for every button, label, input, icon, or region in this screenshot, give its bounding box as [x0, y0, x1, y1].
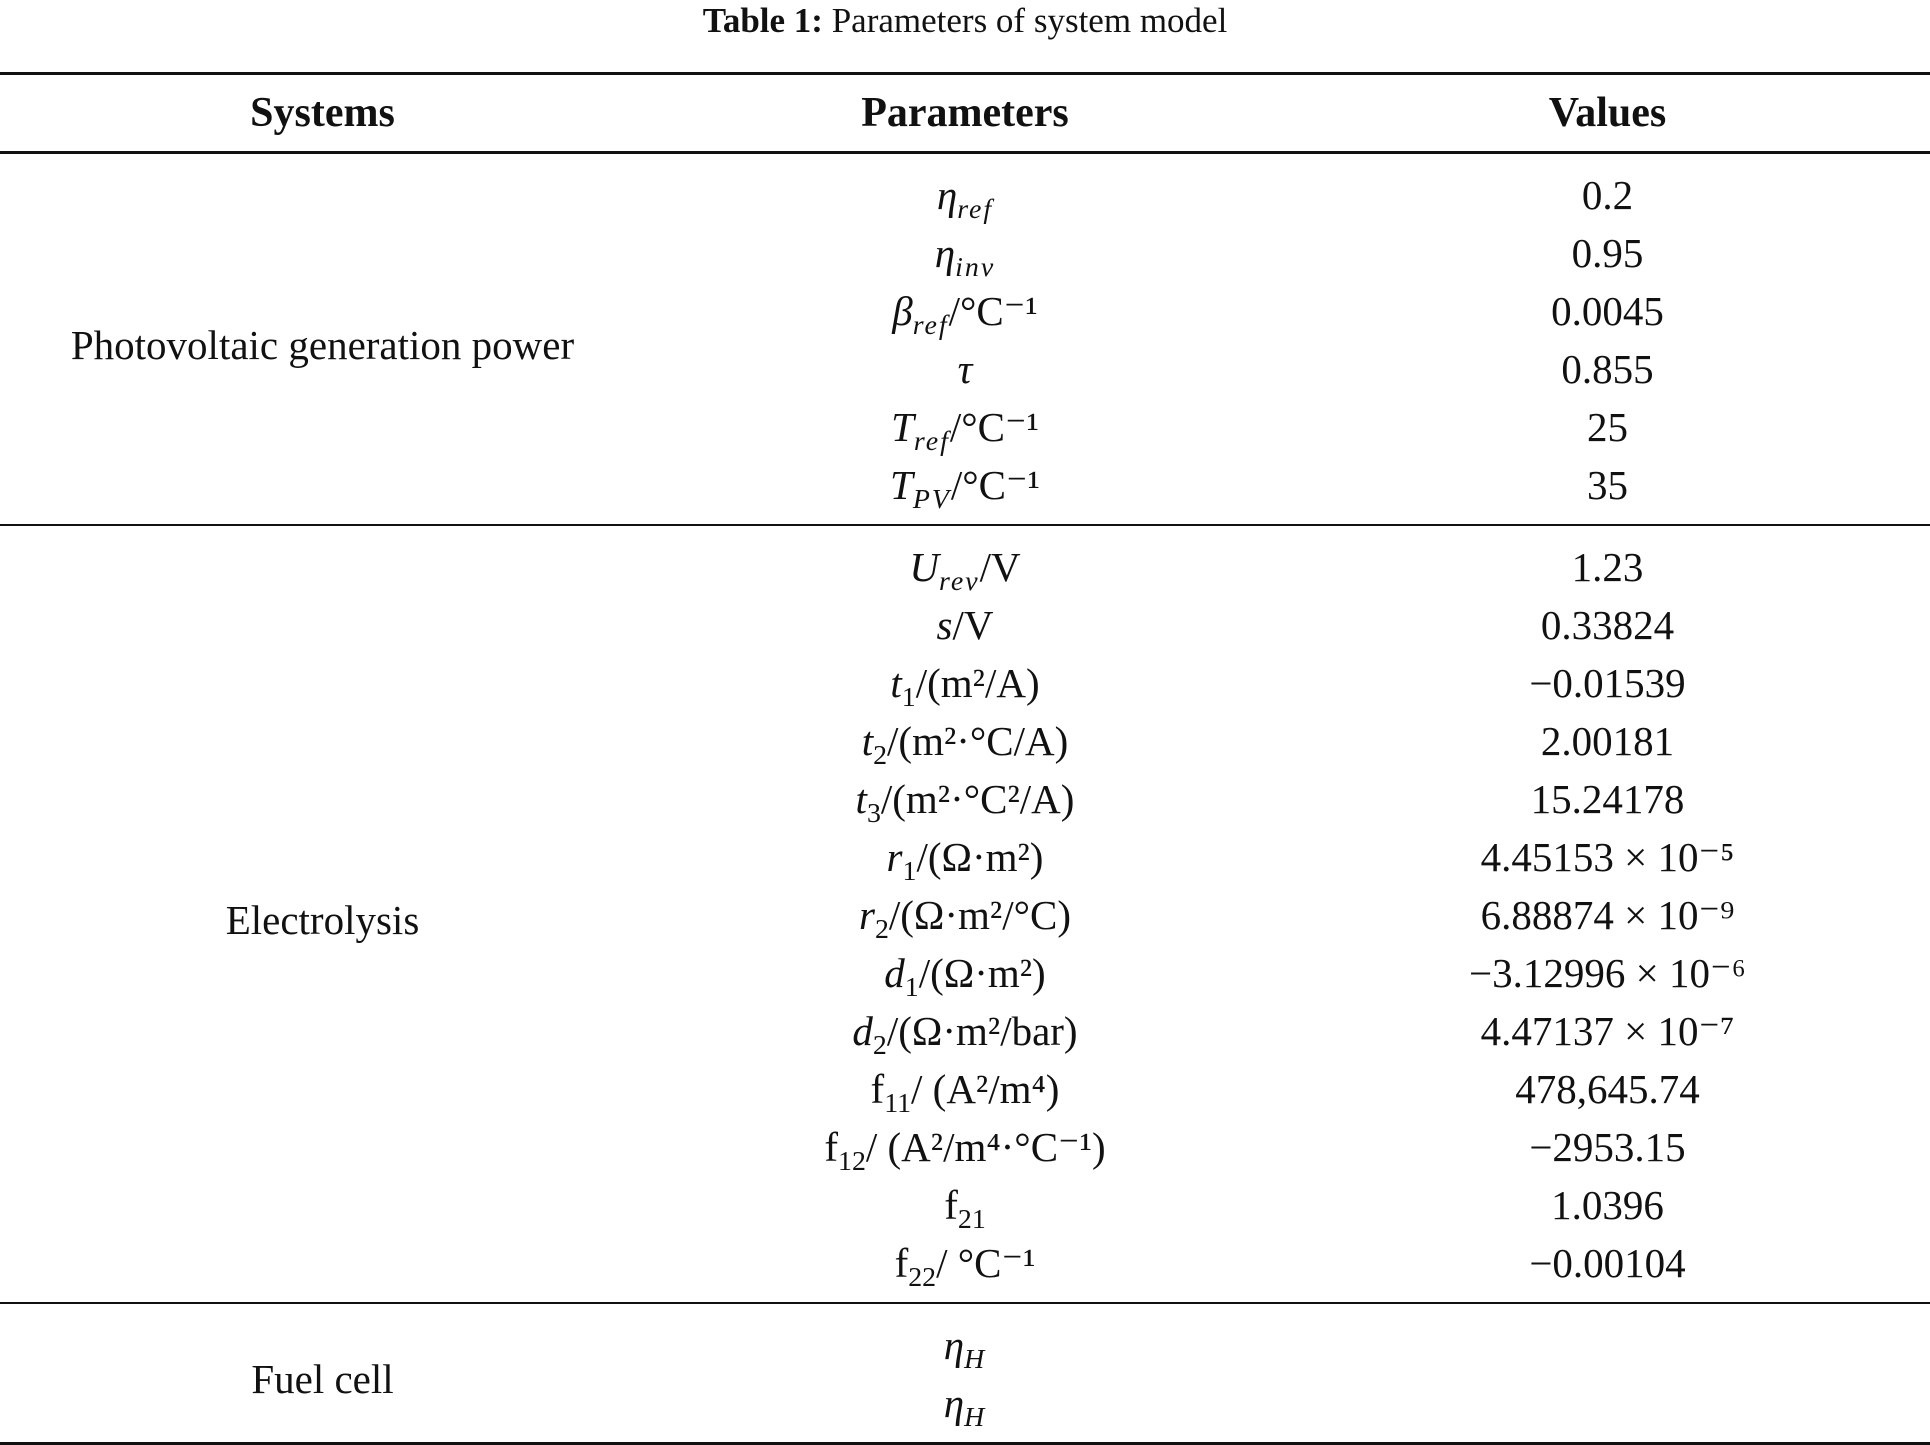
group-0 [0, 153, 1930, 526]
parameter-cell [645, 770, 1285, 828]
value-cell: 0.0045 [1551, 288, 1664, 334]
parameter-cell [645, 886, 1285, 944]
parameter-subscript: PV [912, 484, 951, 516]
parameter-symbol: η [936, 172, 958, 218]
parameter-symbol: d [884, 950, 905, 996]
header-parameters: Parameters [645, 74, 1285, 153]
parameter-unit: /(Ω·m²/°C) [888, 892, 1072, 938]
parameter-cell [645, 398, 1285, 456]
parameter-unit: /(Ω·m²) [918, 950, 1046, 996]
parameter-unit: /°C⁻¹ [950, 462, 1040, 508]
parameter-subscript: H [964, 1402, 987, 1434]
caption-label: Table 1: [702, 1, 823, 40]
parameter-unit: / (A²/m⁴·°C⁻¹) [865, 1124, 1106, 1170]
group-1 [0, 525, 1930, 1303]
parameter-subscript: ref [913, 426, 950, 458]
parameter-subscript: 22 [908, 1262, 937, 1294]
parameter-cell [645, 596, 1285, 654]
table-header [0, 74, 1930, 153]
value-cell: 6.88874 × 10⁻⁹ [1480, 892, 1735, 938]
parameter-cell [645, 1176, 1285, 1234]
parameter-symbol: f [870, 1066, 885, 1112]
caption-text: Parameters of system model [831, 1, 1228, 40]
parameter-subscript: 1 [901, 682, 916, 714]
parameter-cell [645, 282, 1285, 340]
parameter-symbol: η [943, 1380, 965, 1426]
parameter-cell [645, 654, 1285, 712]
parameter-unit: /°C⁻¹ [949, 404, 1039, 450]
value-cell: 1.23 [1571, 544, 1644, 590]
parameter-cell [645, 1060, 1285, 1118]
value-cell: −3.12996 × 10⁻⁶ [1469, 950, 1746, 996]
header-systems: Systems [0, 74, 645, 153]
value-cell [1285, 1374, 1930, 1444]
parameter-unit: / °C⁻¹ [936, 1240, 1036, 1286]
parameter-subscript: 2 [872, 1030, 887, 1062]
parameter-unit: /(m²·°C²/A) [880, 776, 1075, 822]
parameter-cell [645, 1234, 1285, 1303]
parameter-unit: /°C⁻¹ [948, 288, 1038, 334]
value-cell: 2.00181 [1540, 718, 1675, 764]
parameter-symbol: d [852, 1008, 873, 1054]
header-values: Values [1285, 74, 1930, 153]
parameter-subscript: 1 [902, 856, 917, 888]
table-caption [0, 0, 1930, 42]
parameter-cell [645, 224, 1285, 282]
value-cell: 15.24178 [1530, 776, 1685, 822]
value-cell: 0.95 [1571, 230, 1644, 276]
parameter-unit: /(Ω·m²/bar) [886, 1008, 1078, 1054]
parameter-cell [645, 1002, 1285, 1060]
parameter-symbol: T [891, 404, 914, 450]
parameter-symbol: η [943, 1322, 965, 1368]
value-cell: −0.00104 [1529, 1240, 1686, 1286]
table-row [0, 153, 1930, 225]
system-name: Electrolysis [225, 897, 420, 943]
value-cell: 35 [1587, 462, 1628, 508]
parameter-cell [645, 153, 1285, 225]
table-row [0, 1303, 1930, 1374]
parameter-unit: /(m²/A) [915, 660, 1040, 706]
parameter-unit: /(Ω·m²) [916, 834, 1044, 880]
parameter-symbol: t [890, 660, 902, 706]
value-cell: −0.01539 [1529, 660, 1686, 706]
parameter-symbol: r [858, 892, 875, 938]
system-name: Fuel cell [251, 1356, 394, 1402]
value-cell [1285, 1303, 1930, 1374]
value-cell: 0.2 [1581, 172, 1634, 218]
value-cell: 0.855 [1561, 346, 1654, 392]
parameter-cell [645, 525, 1285, 596]
parameter-subscript: 21 [957, 1204, 986, 1236]
parameter-cell [645, 456, 1285, 525]
parameter-subscript: 2 [873, 740, 888, 772]
parameter-symbol: f [824, 1124, 838, 1170]
parameter-symbol: T [890, 462, 913, 508]
parameter-cell [645, 944, 1285, 1002]
parameter-cell [645, 1118, 1285, 1176]
value-cell: 4.45153 × 10⁻⁵ [1480, 834, 1735, 880]
parameter-unit: /V [979, 544, 1021, 590]
parameter-cell [645, 1303, 1285, 1374]
parameter-subscript: ref [912, 310, 949, 342]
parameter-symbol: r [886, 834, 903, 880]
parameter-subscript: rev [939, 566, 980, 598]
parameter-subscript: H [964, 1344, 987, 1376]
parameter-unit: /(m²·°C/A) [887, 718, 1069, 764]
parameter-symbol: U [909, 544, 940, 590]
parameter-cell [645, 340, 1285, 398]
parameter-cell [645, 828, 1285, 886]
parameter-symbol: t [855, 776, 867, 822]
parameter-symbol: f [894, 1240, 909, 1286]
value-cell: 4.47137 × 10⁻⁷ [1480, 1008, 1735, 1054]
parameter-symbol: t [861, 718, 874, 764]
parameter-unit: /V [952, 602, 994, 648]
parameter-subscript: ref [957, 194, 994, 226]
value-cell: −2953.15 [1529, 1124, 1686, 1170]
parameter-unit: / (A²/m⁴) [911, 1066, 1060, 1112]
table-row [0, 525, 1930, 596]
parameter-symbol: τ [957, 346, 973, 392]
parameter-symbol: β [892, 288, 913, 334]
parameter-subscript: 2 [874, 914, 889, 946]
value-cell: 0.33824 [1540, 602, 1675, 648]
parameter-subscript: inv [955, 252, 996, 284]
parameter-symbol: f [944, 1182, 958, 1228]
value-cell: 478,645.74 [1515, 1066, 1700, 1112]
value-cell: 1.0396 [1551, 1182, 1664, 1228]
parameter-cell [645, 712, 1285, 770]
parameter-subscript: 11 [884, 1088, 912, 1120]
parameter-subscript: 1 [904, 972, 919, 1004]
parameter-symbol: η [934, 230, 956, 276]
group-2 [0, 1303, 1930, 1444]
value-cell: 25 [1587, 404, 1628, 450]
system-name: Photovoltaic generation power [70, 322, 575, 368]
parameter-subscript: 3 [866, 798, 881, 830]
parameter-subscript: 12 [838, 1146, 866, 1178]
parameters-table [0, 72, 1930, 1445]
parameter-symbol: s [936, 602, 953, 648]
parameter-cell [645, 1374, 1285, 1444]
